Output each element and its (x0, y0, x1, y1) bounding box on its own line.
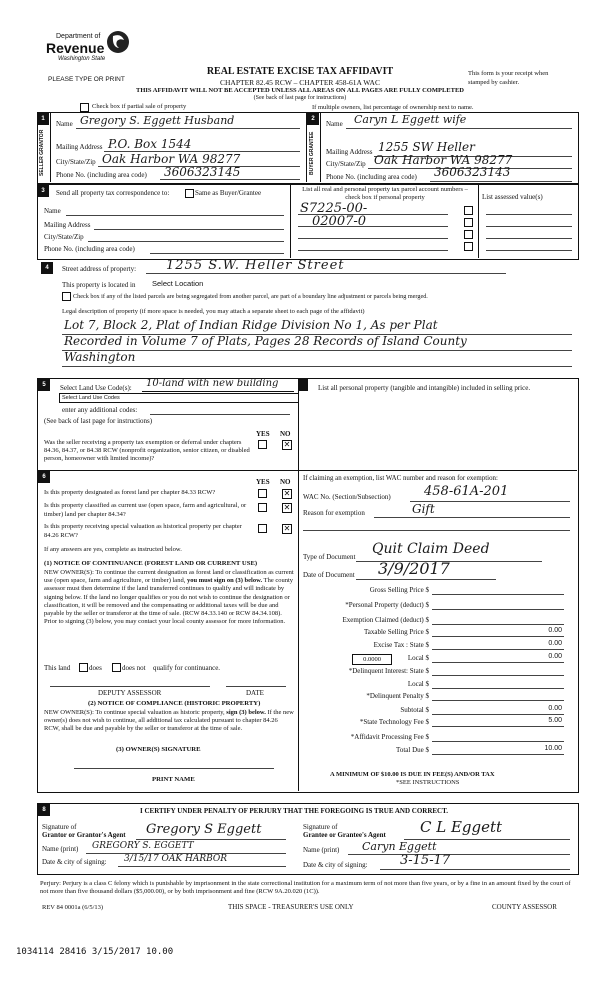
notice1-body (44, 569, 294, 626)
section-7-badge (299, 379, 308, 391)
please-type: PLEASE TYPE OR PRINT (48, 76, 125, 83)
owner-signature-label: (3) OWNER(S) SIGNATURE (116, 746, 201, 753)
grantee-sig-label-b: Grantee or Grantee's Agent (303, 831, 386, 839)
tax-row-label: *Affidavit Processing Fee $ (350, 733, 429, 741)
multiple-owners-note: If multiple owners, list percentage of ownership next to name. (312, 104, 474, 111)
forest-no-checkbox[interactable]: ✕ (283, 489, 291, 498)
deputy-assessor-label: DEPUTY ASSESSOR (98, 689, 162, 697)
historic-no-checkbox[interactable]: ✕ (283, 524, 291, 533)
grantee-print-value[interactable]: Caryn Eggett (362, 840, 437, 853)
notice2-body (44, 709, 294, 734)
grantee-name-value[interactable]: Caryn L Eggett wife (354, 113, 467, 126)
grantor-print-label: Name (print) (42, 845, 79, 853)
parcel-header: List all real and personal property tax parcel account numbers – check box if personal property (302, 186, 468, 201)
buyer-side-label: BUYER GRANTEE (309, 131, 315, 175)
s6-no-header: NO (280, 478, 291, 486)
parcel-4-personal-checkbox[interactable] (464, 242, 473, 251)
notice2-body-a: NEW OWNER(S): To continue special valuation as historic property, (44, 709, 225, 716)
forest-land-question: Is this property designated as forest land per chapter 84.33 RCW? (44, 489, 216, 496)
section-4-badge: 4 (41, 262, 53, 274)
dept-line: Department of (56, 33, 101, 40)
tax-row-label: Taxable Selling Price $ (363, 628, 429, 636)
assessed-header: List assessed value(s) (482, 193, 543, 201)
seller-side-label: SELLER GRANTOR (39, 129, 45, 177)
tax-row-value[interactable]: 0.00 (548, 653, 562, 660)
section-3-badge: 3 (37, 185, 49, 197)
notice1-body-b: you must sign on (3) below. (186, 577, 263, 585)
grantor-city-label: City/State/Zip (56, 158, 96, 166)
segregated-label: Check box if any of the listed parcels are being segregated from another parcel, are part of a boundary line adjustment or parcels being merged. (73, 293, 428, 300)
treasurer-use: THIS SPACE - TREASURER'S USE ONLY (228, 903, 354, 911)
exemption-header: If claiming an exemption, list WAC number and reason for exemption: (303, 475, 498, 482)
same-as-buyer-checkbox[interactable] (185, 189, 194, 198)
corr-phone-label: Phone No. (including area code) (44, 245, 135, 253)
same-as-buyer-label: Same as Buyer/Grantee (195, 189, 262, 197)
grantor-sig-label-b: Grantor or Grantor's Agent (42, 831, 126, 839)
tax-row-label: Subtotal $ (400, 706, 429, 714)
grantee-mailing-label: Mailing Address (326, 148, 373, 156)
s5-no-header: NO (280, 430, 291, 438)
grantee-signature[interactable]: C L Eggett (420, 818, 503, 836)
tax-row-label: Gross Selling Price $ (369, 586, 429, 594)
grantee-mailing-value[interactable]: 1255 SW Heller (378, 140, 475, 154)
grantee-name-label: Name (326, 120, 343, 128)
grantee-city-value[interactable]: Oak Harbor WA 98277 (374, 153, 513, 167)
county-assessor: COUNTY ASSESSOR (492, 903, 557, 911)
grantee-city-label: City/State/Zip (326, 160, 366, 168)
doc-date-value[interactable]: 3/9/2017 (378, 559, 450, 578)
location-select[interactable]: Select Location (152, 279, 204, 288)
grantor-mailing-value[interactable]: P.O. Box 1544 (108, 137, 192, 151)
forest-yes-checkbox[interactable] (258, 489, 267, 498)
s6-yes-header: YES (256, 478, 270, 486)
land-use-select[interactable]: Select Land Use Codes (59, 393, 299, 403)
located-label: This property is located in (62, 281, 136, 289)
grantor-date-value[interactable]: 3/15/17 OAK HARBOR (124, 854, 228, 864)
tax-row-label: *Delinquent Penalty $ (366, 692, 429, 700)
notice1-title: (1) NOTICE OF CONTINUANCE (FOREST LAND OR CURRENT USE) (44, 560, 258, 567)
agency-state: Washington State (58, 56, 106, 62)
tax-row-value[interactable]: 0.00 (548, 705, 562, 712)
notice2-body-b: sign (3) below. (226, 709, 266, 716)
tax-row-label: *Personal Property (deduct) $ (345, 601, 429, 609)
revenue-seal-icon (106, 30, 130, 54)
perjury-notice: Perjury: Perjury is a class C felony which is punishable by imprisonment in the state correctional institution for a maximum term of not more than five years, or by a fine in an amount fixed by the court of not more than five thousand dollars ($5,000.00), or by both imprisonment and fine (RCW 9A.20.020 (1C)). (40, 880, 571, 895)
section-5-badge: 5 (38, 379, 50, 391)
exemption-no-checkbox[interactable]: ✕ (283, 440, 291, 449)
personal-property-label: List all personal property (tangible and intangible) included in selling price. (318, 384, 531, 392)
historic-yes-checkbox[interactable] (258, 524, 267, 533)
historic-question: Is this property receiving special valuation as historical property per chapter 84.26 RCW? (44, 523, 242, 539)
section-8-badge: 8 (38, 804, 50, 816)
agency-logo (36, 30, 136, 70)
not-accepted-note: THIS AFFIDAVIT WILL NOT BE ACCEPTED UNLESS ALL AREAS ON ALL PAGES ARE FULLY COMPLETED (136, 87, 464, 94)
land-does-not-label: does not (122, 664, 146, 672)
section-2-badge: 2 (307, 113, 319, 125)
print-name-label: PRINT NAME (152, 776, 195, 783)
wac-value[interactable]: 458-61A-201 (424, 484, 509, 499)
parcel-2-personal-checkbox[interactable] (464, 218, 473, 227)
legal-line-1[interactable]: Lot 7, Block 2, Plat of Indian Ridge Division No 1, As per Plat (64, 318, 438, 332)
notice1-body-c: The county assessor must then determine if the land transferred continues to qualify and will indicate by signing below. If the land no longer qualifies or you do not wish to continue the designation or classification, it will be removed and the compensating or additional taxes will be due and payable by the seller or transferor at the time of sale. (RCW 84.33.140 or RCW 84.34.108). Prior to signing (3) below, you may contact your local county assessor for more information. (44, 577, 294, 626)
section-6-badge: 6 (38, 471, 50, 483)
land-does-not-checkbox[interactable] (112, 663, 121, 672)
date-label: DATE (246, 689, 264, 697)
grantor-phone-label: Phone No. (including area code) (56, 171, 147, 179)
tax-row-label: *State Technology Fee $ (359, 718, 429, 726)
additional-codes-label: enter any additional codes: (62, 406, 138, 414)
qualify-label: qualify for continuance. (153, 664, 221, 672)
local-rate-field[interactable]: 0.0000 (352, 654, 392, 665)
grantor-phone-value[interactable]: 3606323145 (164, 165, 241, 179)
doc-type-label: Type of Document (303, 553, 356, 561)
grantor-name-label: Name (56, 120, 73, 128)
legal-line-2[interactable]: Recorded in Volume 7 of Plats, Pages 28 Records of Island County (64, 334, 467, 348)
certify-statement: I CERTIFY UNDER PENALTY OF PERJURY THAT THE FOREGOING IS TRUE AND CORRECT. (140, 807, 449, 815)
parcel-number-1[interactable]: S7225-00- (300, 201, 368, 216)
s5-yes-header: YES (256, 430, 270, 438)
grantee-date-label: Date & city of signing: (303, 861, 368, 869)
this-land-label: This land (44, 664, 71, 672)
segregated-checkbox[interactable] (62, 292, 71, 301)
tax-row-label: Total Due $ (396, 746, 429, 754)
legal-line-3[interactable]: Washington (64, 350, 136, 364)
minimum-note: A MINIMUM OF $10.00 IS DUE IN FEE(S) AND/OR TAX (330, 771, 495, 778)
tax-row-label: Excise Tax : State $ (373, 641, 429, 649)
tax-row-value[interactable]: 0.00 (548, 627, 562, 634)
any-yes-note: If any answers are yes, complete as instructed below. (44, 546, 182, 553)
grantee-print-label: Name (print) (303, 846, 340, 854)
receipt-note: This form is your receipt when stamped by cashier. (468, 70, 549, 86)
tax-row-value[interactable]: 0.00 (548, 640, 562, 647)
send-correspondence-label: Send all property tax correspondence to: (56, 189, 170, 197)
parcel-number-2[interactable]: 02007-0 (312, 214, 367, 229)
tax-row-label: Local $ (407, 654, 429, 662)
grantor-mailing-label: Mailing Address (56, 143, 103, 151)
parcel-1-personal-checkbox[interactable] (464, 206, 473, 215)
agency-name: Revenue (46, 40, 105, 56)
treasurer-stamp: 1034114 28416 3/15/2017 10.00 (16, 947, 174, 957)
grantee-sig-label-a: Signature of (303, 823, 338, 831)
current-use-no-checkbox[interactable]: ✕ (283, 503, 291, 512)
form-title: REAL ESTATE EXCISE TAX AFFIDAVIT (206, 66, 394, 77)
partial-sale-label: Check box if partial sale of property (92, 103, 187, 110)
notice2-body-c: If the new owner(s) does not wish to continue, all additional tax calculated pursuant to chapter 84.26 RCW, shall be due and payable by the seller or transferor at the time of sale. (44, 709, 294, 733)
grantor-sig-label-a: Signature of (42, 823, 77, 831)
tax-row-label: Local $ (407, 680, 429, 688)
see-instructions-note: *SEE INSTRUCTIONS (396, 779, 460, 786)
notice1-body-a: NEW OWNER(S): To continue the current designation as forest land or classification as current use (open space, farm and agriculture, or timber) land, (44, 569, 294, 585)
doc-type-value[interactable]: Quit Claim Deed (372, 541, 490, 557)
partial-sale-checkbox[interactable] (80, 103, 89, 112)
reason-value[interactable]: Gift (412, 502, 435, 516)
land-use-value[interactable]: 10-land with new building (146, 378, 279, 389)
parcel-3-personal-checkbox[interactable] (464, 230, 473, 239)
land-does-label: does (89, 664, 102, 672)
see-back-instructions: (See back of last page for instructions) (44, 417, 153, 425)
grantee-phone-label: Phone No. (including area code) (326, 173, 417, 181)
tax-row-value[interactable]: 10.00 (544, 745, 562, 752)
corr-city-label: City/State/Zip (44, 233, 84, 241)
current-use-question: Is this property classified as current use (open space, farm and agricultural, or timber) land per chapter 84.34? (44, 502, 247, 518)
tax-row-value[interactable]: 5.00 (548, 717, 562, 724)
corr-name-label: Name (44, 207, 61, 215)
grantor-print-value[interactable]: GREGORY S. EGGETT (92, 841, 194, 851)
land-does-checkbox[interactable] (79, 663, 88, 672)
legal-description-label: Legal description of property (if more space is needed, you may attach a separate sheet to each page of the affidavit) (62, 308, 365, 315)
wac-label: WAC No. (Section/Subsection) (303, 493, 391, 501)
exemption-question: Was the seller receiving a property tax exemption or deferral under chapters 84.36, 84.37, or 84.38 RCW (nonprofit organization, senior citizen, or disabled person, homeowner with limited income)? (44, 439, 250, 462)
section-1-badge: 1 (37, 113, 49, 125)
corr-mailing-label: Mailing Address (44, 221, 91, 229)
street-value[interactable]: 1255 S.W. Heller Street (166, 258, 345, 273)
rev-number: REV 84 0001a (6/5/13) (42, 904, 104, 911)
tax-row-label: *Delinquent Interest: State $ (348, 667, 429, 675)
current-use-yes-checkbox[interactable] (258, 503, 267, 512)
see-back-note: (See back of last page for instructions) (253, 95, 347, 101)
land-use-label: Select Land Use Code(s): (60, 384, 132, 392)
grantor-date-label: Date & city of signing: (42, 858, 107, 866)
grantee-phone-value[interactable]: 3606323143 (434, 165, 511, 179)
form-chapter: CHAPTER 82.45 RCW – CHAPTER 458-61A WAC (220, 78, 380, 87)
notice2-title: (2) NOTICE OF COMPLIANCE (HISTORIC PROPERTY) (88, 700, 261, 707)
grantor-city-value[interactable]: Oak Harbor WA 98277 (102, 152, 241, 166)
grantee-date-value[interactable]: 3-15-17 (400, 853, 451, 868)
doc-date-label: Date of Document (303, 571, 355, 579)
street-label: Street address of property: (62, 265, 137, 273)
exemption-yes-checkbox[interactable] (258, 440, 267, 449)
grantor-name-value[interactable]: Gregory S. Eggett Husband (80, 114, 235, 127)
tax-row-label: Exemption Claimed (deduct) $ (342, 616, 429, 624)
grantor-signature[interactable]: Gregory S Eggett (146, 822, 262, 837)
reason-label: Reason for exemption (303, 509, 365, 517)
